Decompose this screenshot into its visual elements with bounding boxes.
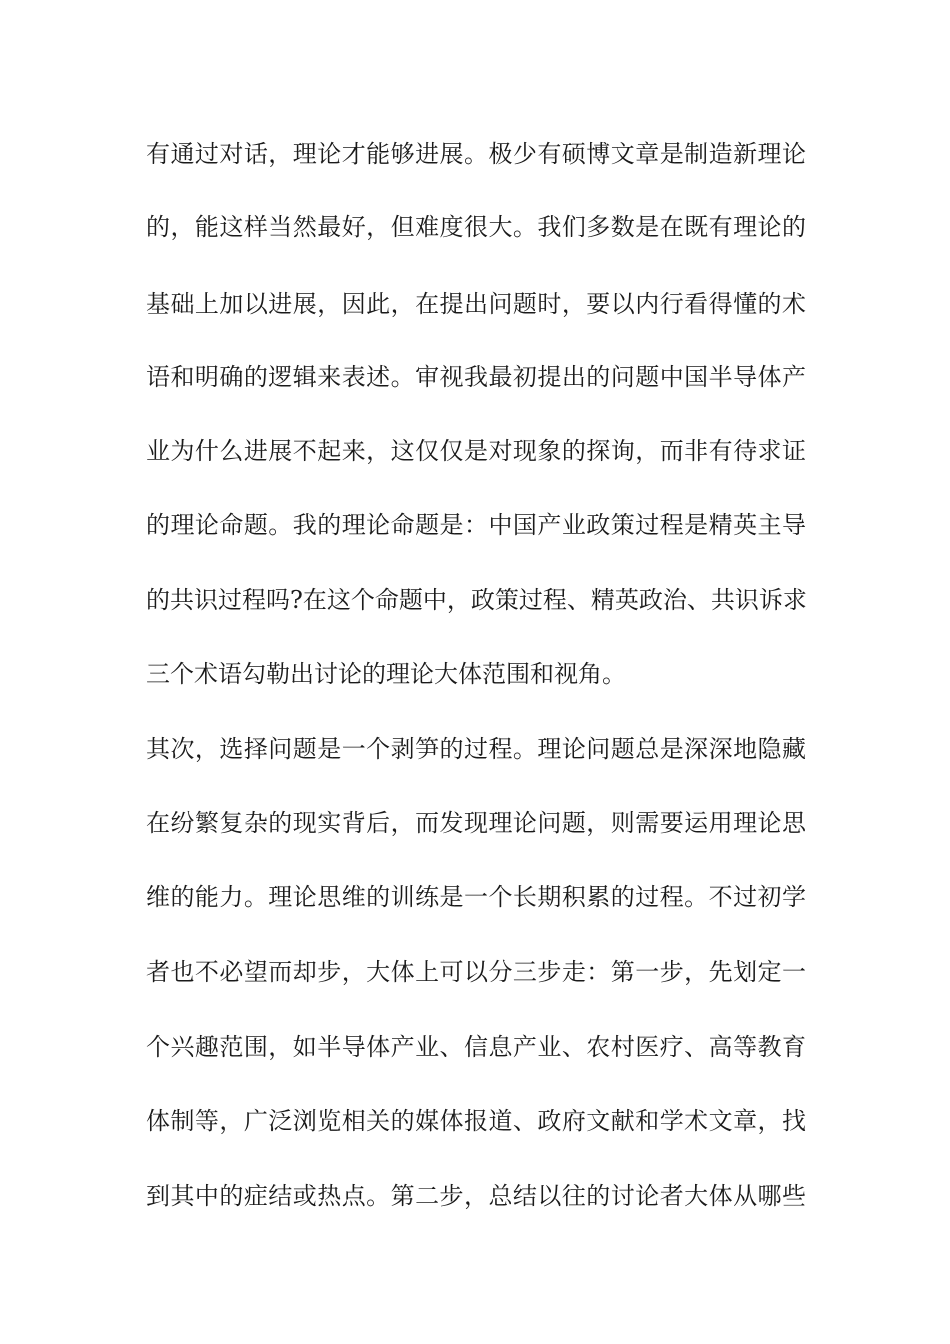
text-line: 业为什么进展不起来，这仅仅是对现象的探询，而非有待求证 (146, 437, 806, 465)
text-line: 个兴趣范围，如半导体产业、信息产业、农村医疗、高等教育 (146, 1033, 806, 1061)
text-line: 三个术语勾勒出讨论的理论大体范围和视角。 (146, 660, 626, 688)
text-line: 基础上加以进展，因此，在提出问题时，要以内行看得懂的术 (146, 290, 806, 318)
text-line: 有通过对话，理论才能够进展。极少有硕博文章是制造新理论 (146, 140, 806, 168)
text-line: 的理论命题。我的理论命题是：中国产业政策过程是精英主导 (146, 511, 806, 539)
text-line: 的共识过程吗?在这个命题中，政策过程、精英政治、共识诉求 (146, 586, 807, 614)
text-line: 在纷繁复杂的现实背后，而发现理论问题，则需要运用理论思 (146, 809, 806, 837)
text-line: 的，能这样当然最好，但难度很大。我们多数是在既有理论的 (146, 213, 806, 241)
text-line: 体制等，广泛浏览相关的媒体报道、政府文献和学术文章，找 (146, 1107, 806, 1135)
text-line: 语和明确的逻辑来表述。审视我最初提出的问题中国半导体产 (146, 363, 806, 391)
text-line: 到其中的症结或热点。第二步，总结以往的讨论者大体从哪些 (146, 1182, 806, 1210)
text-line: 其次，选择问题是一个剥笋的过程。理论问题总是深深地隐藏 (146, 735, 806, 763)
text-line: 者也不必望而却步，大体上可以分三步走：第一步，先划定一 (146, 958, 806, 986)
text-line: 维的能力。理论思维的训练是一个长期积累的过程。不过初学 (146, 883, 806, 911)
